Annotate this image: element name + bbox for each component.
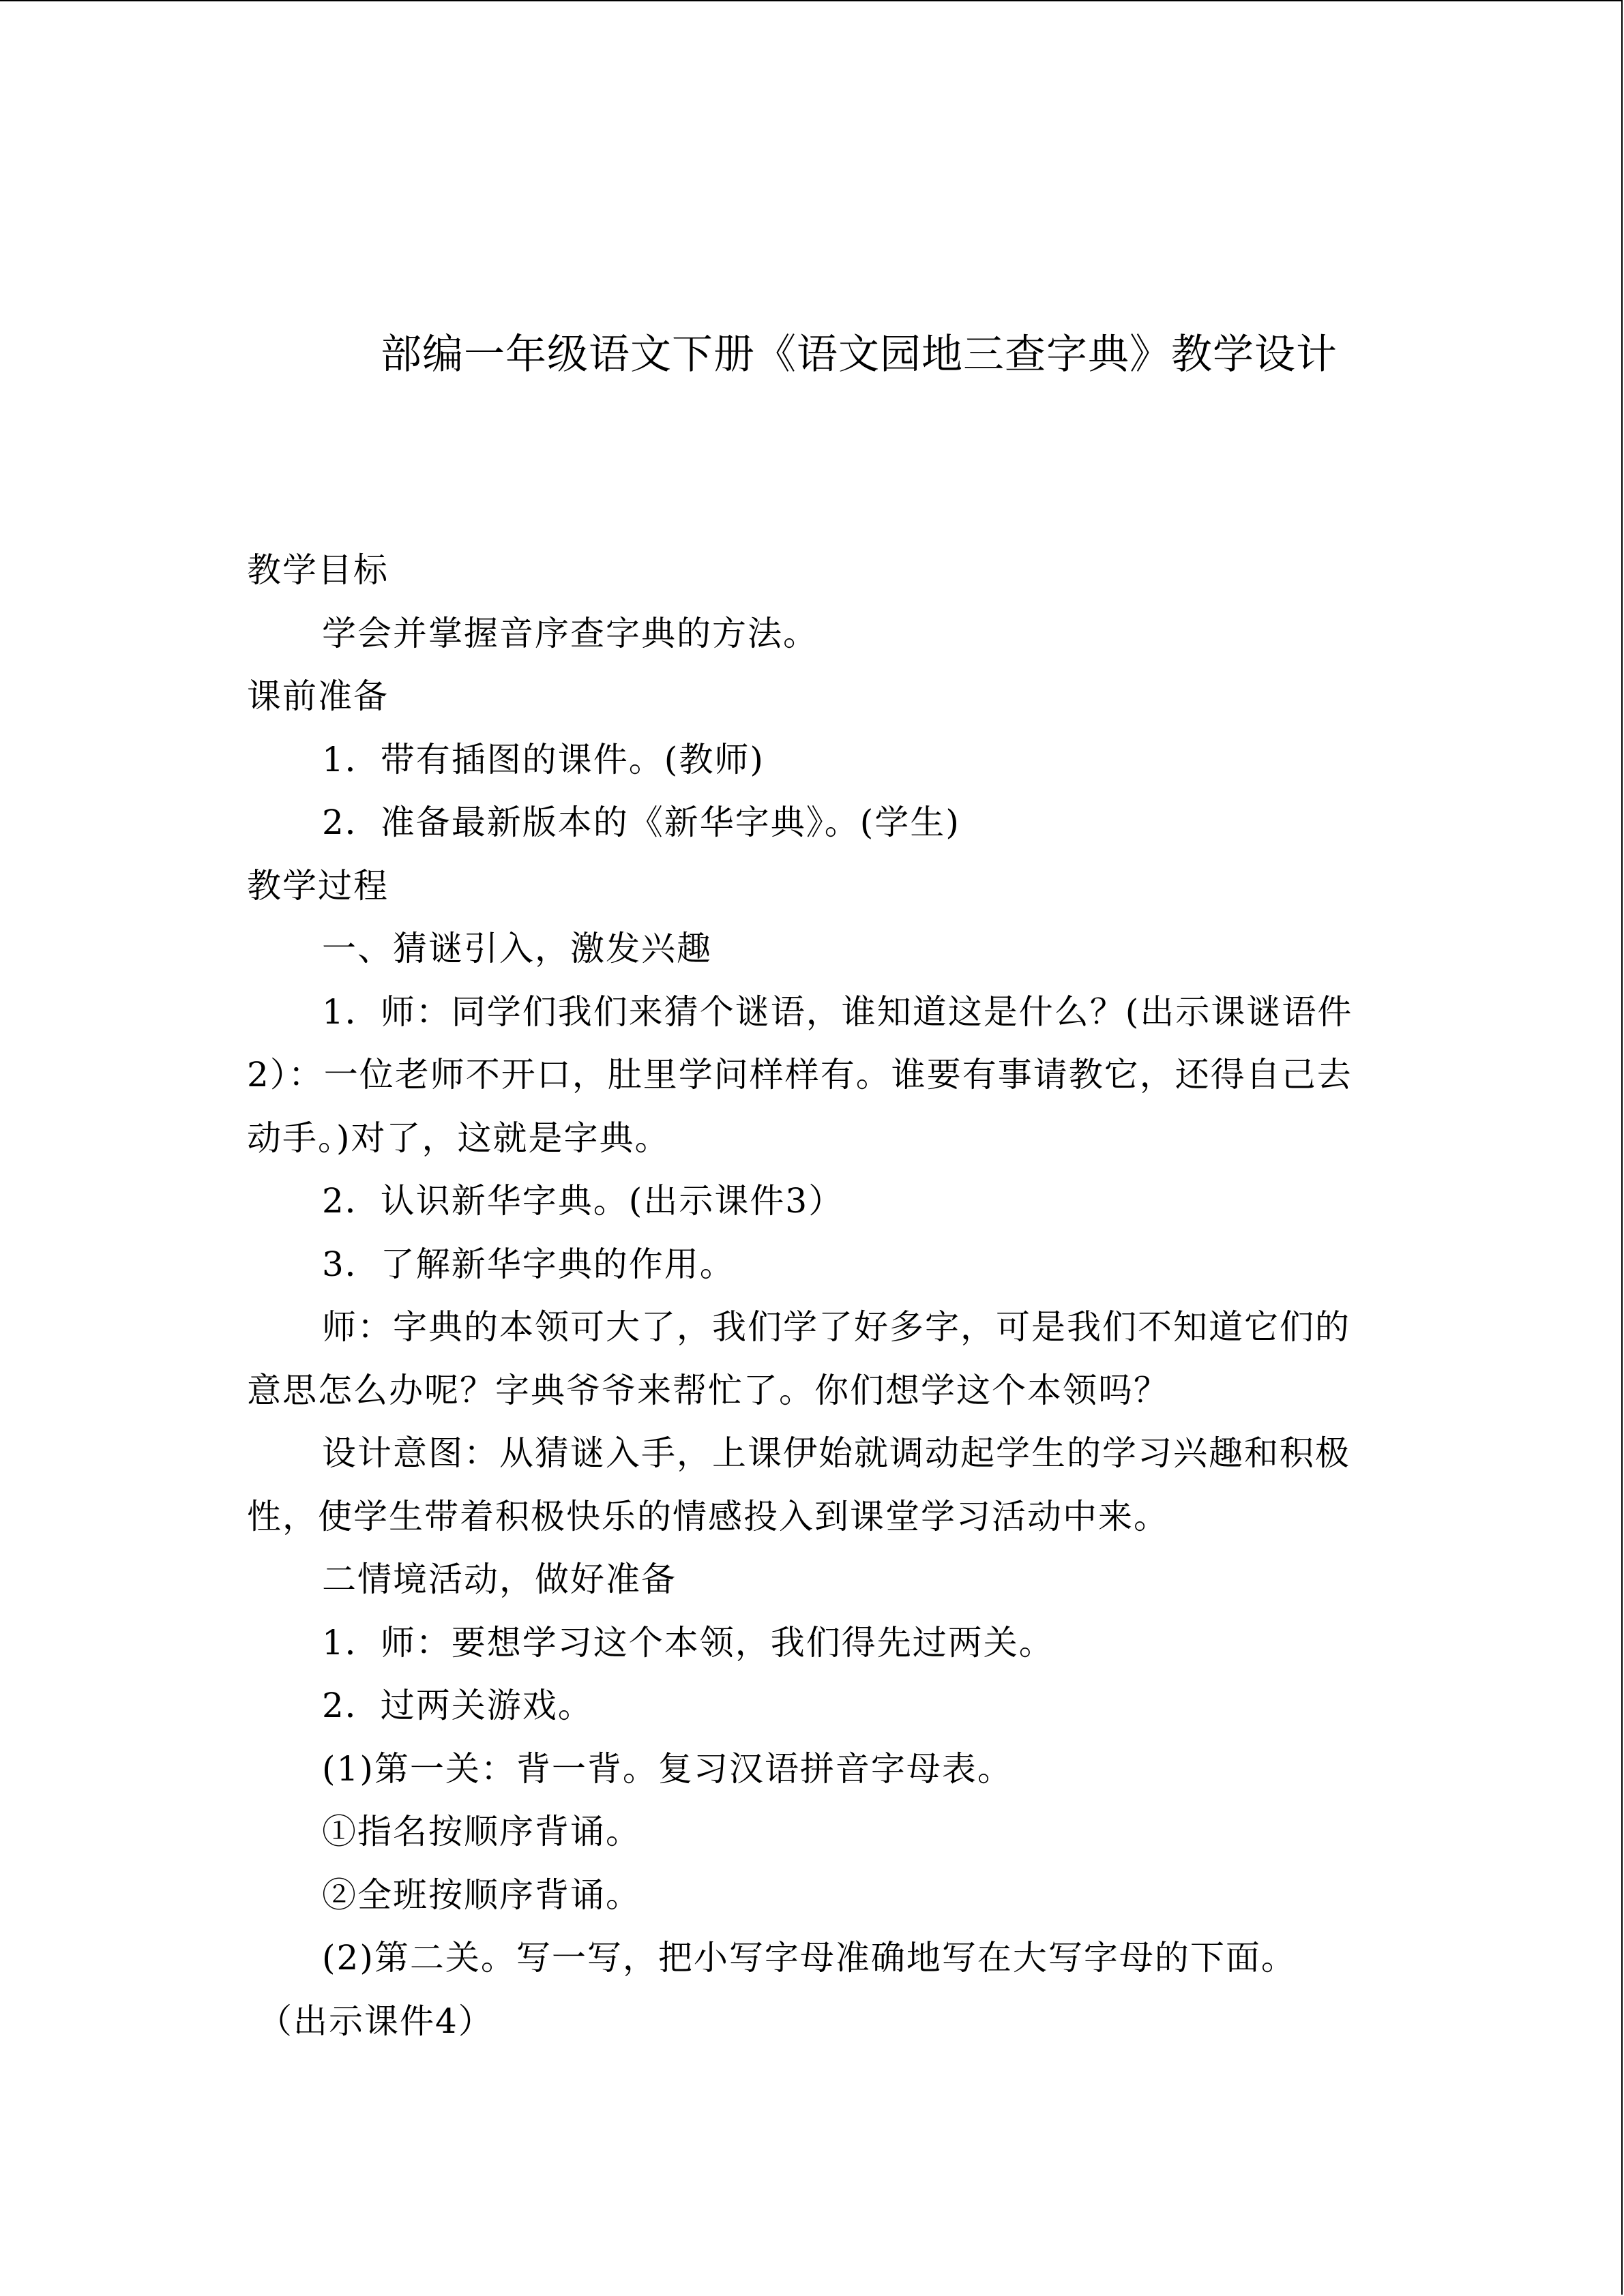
part1-heading: 一、猜谜引入，激发兴趣 [322,929,712,968]
part2-heading: 二情境活动，做好准备 [322,1560,677,1599]
goal-heading: 教学目标 [247,550,389,590]
process-heading: 教学过程 [247,865,389,906]
part2-level-2: (2)第二关。写一写，把小写字母准确地写在大写字母的下面。 [322,1938,1297,1978]
part1-design-intent: 设计意图：从猜谜入手，上课伊始就调动起学生的学习兴趣和积极性，使学生带着积极快乐的情感投入到课堂学习活动中来。 [247,1433,1350,1536]
part2-level-2-note: （出示课件4） [258,2001,494,2041]
prep-heading: 课前准备 [247,676,389,716]
goal-text: 学会并掌握音序查字典的方法。 [322,613,818,653]
prep-item-1: 1．带有插图的课件。(教师) [322,739,765,779]
part2-item-2: 2．过两关游戏。 [322,1686,593,1725]
title-spacer [247,389,1365,539]
prep-item-2: 2．准备最新版本的《新华字典》。(学生) [322,803,960,842]
document-title: 部编一年级语文下册《语文园地三查字典》教学设计 [381,331,1338,378]
part2-level-1-b: ②全班按顺序背诵。 [322,1875,641,1915]
document-body [247,320,1365,2053]
part2-level-1: (1)第一关：背一背。复习汉语拼音字母表。 [322,1748,1013,1789]
part1-item-3: 3．了解新华字典的作用。 [322,1244,735,1284]
part1-item-1: 1．师：同学们我们来猜个谜语，谁知道这是什么？(出示课谜语件2）：一位老师不开口，肚里学问样样有。谁要有事请教它，还得自己去动手。)对了，这就是字典。 [247,992,1353,1158]
part1-teacher-text: 师：字典的本领可大了，我们学了好多字，可是我们不知道它们的意思怎么办呢？字典爷爷来帮忙了。你们想学这个本领吗？ [247,1307,1350,1410]
part1-item-2: 2．认识新华字典。(出示课件3） [322,1181,844,1221]
part2-level-1-a: ①指名按顺序背诵。 [322,1812,641,1851]
part2-item-1: 1．师：要想学习这个本领，我们得先过两关。 [322,1622,1054,1663]
